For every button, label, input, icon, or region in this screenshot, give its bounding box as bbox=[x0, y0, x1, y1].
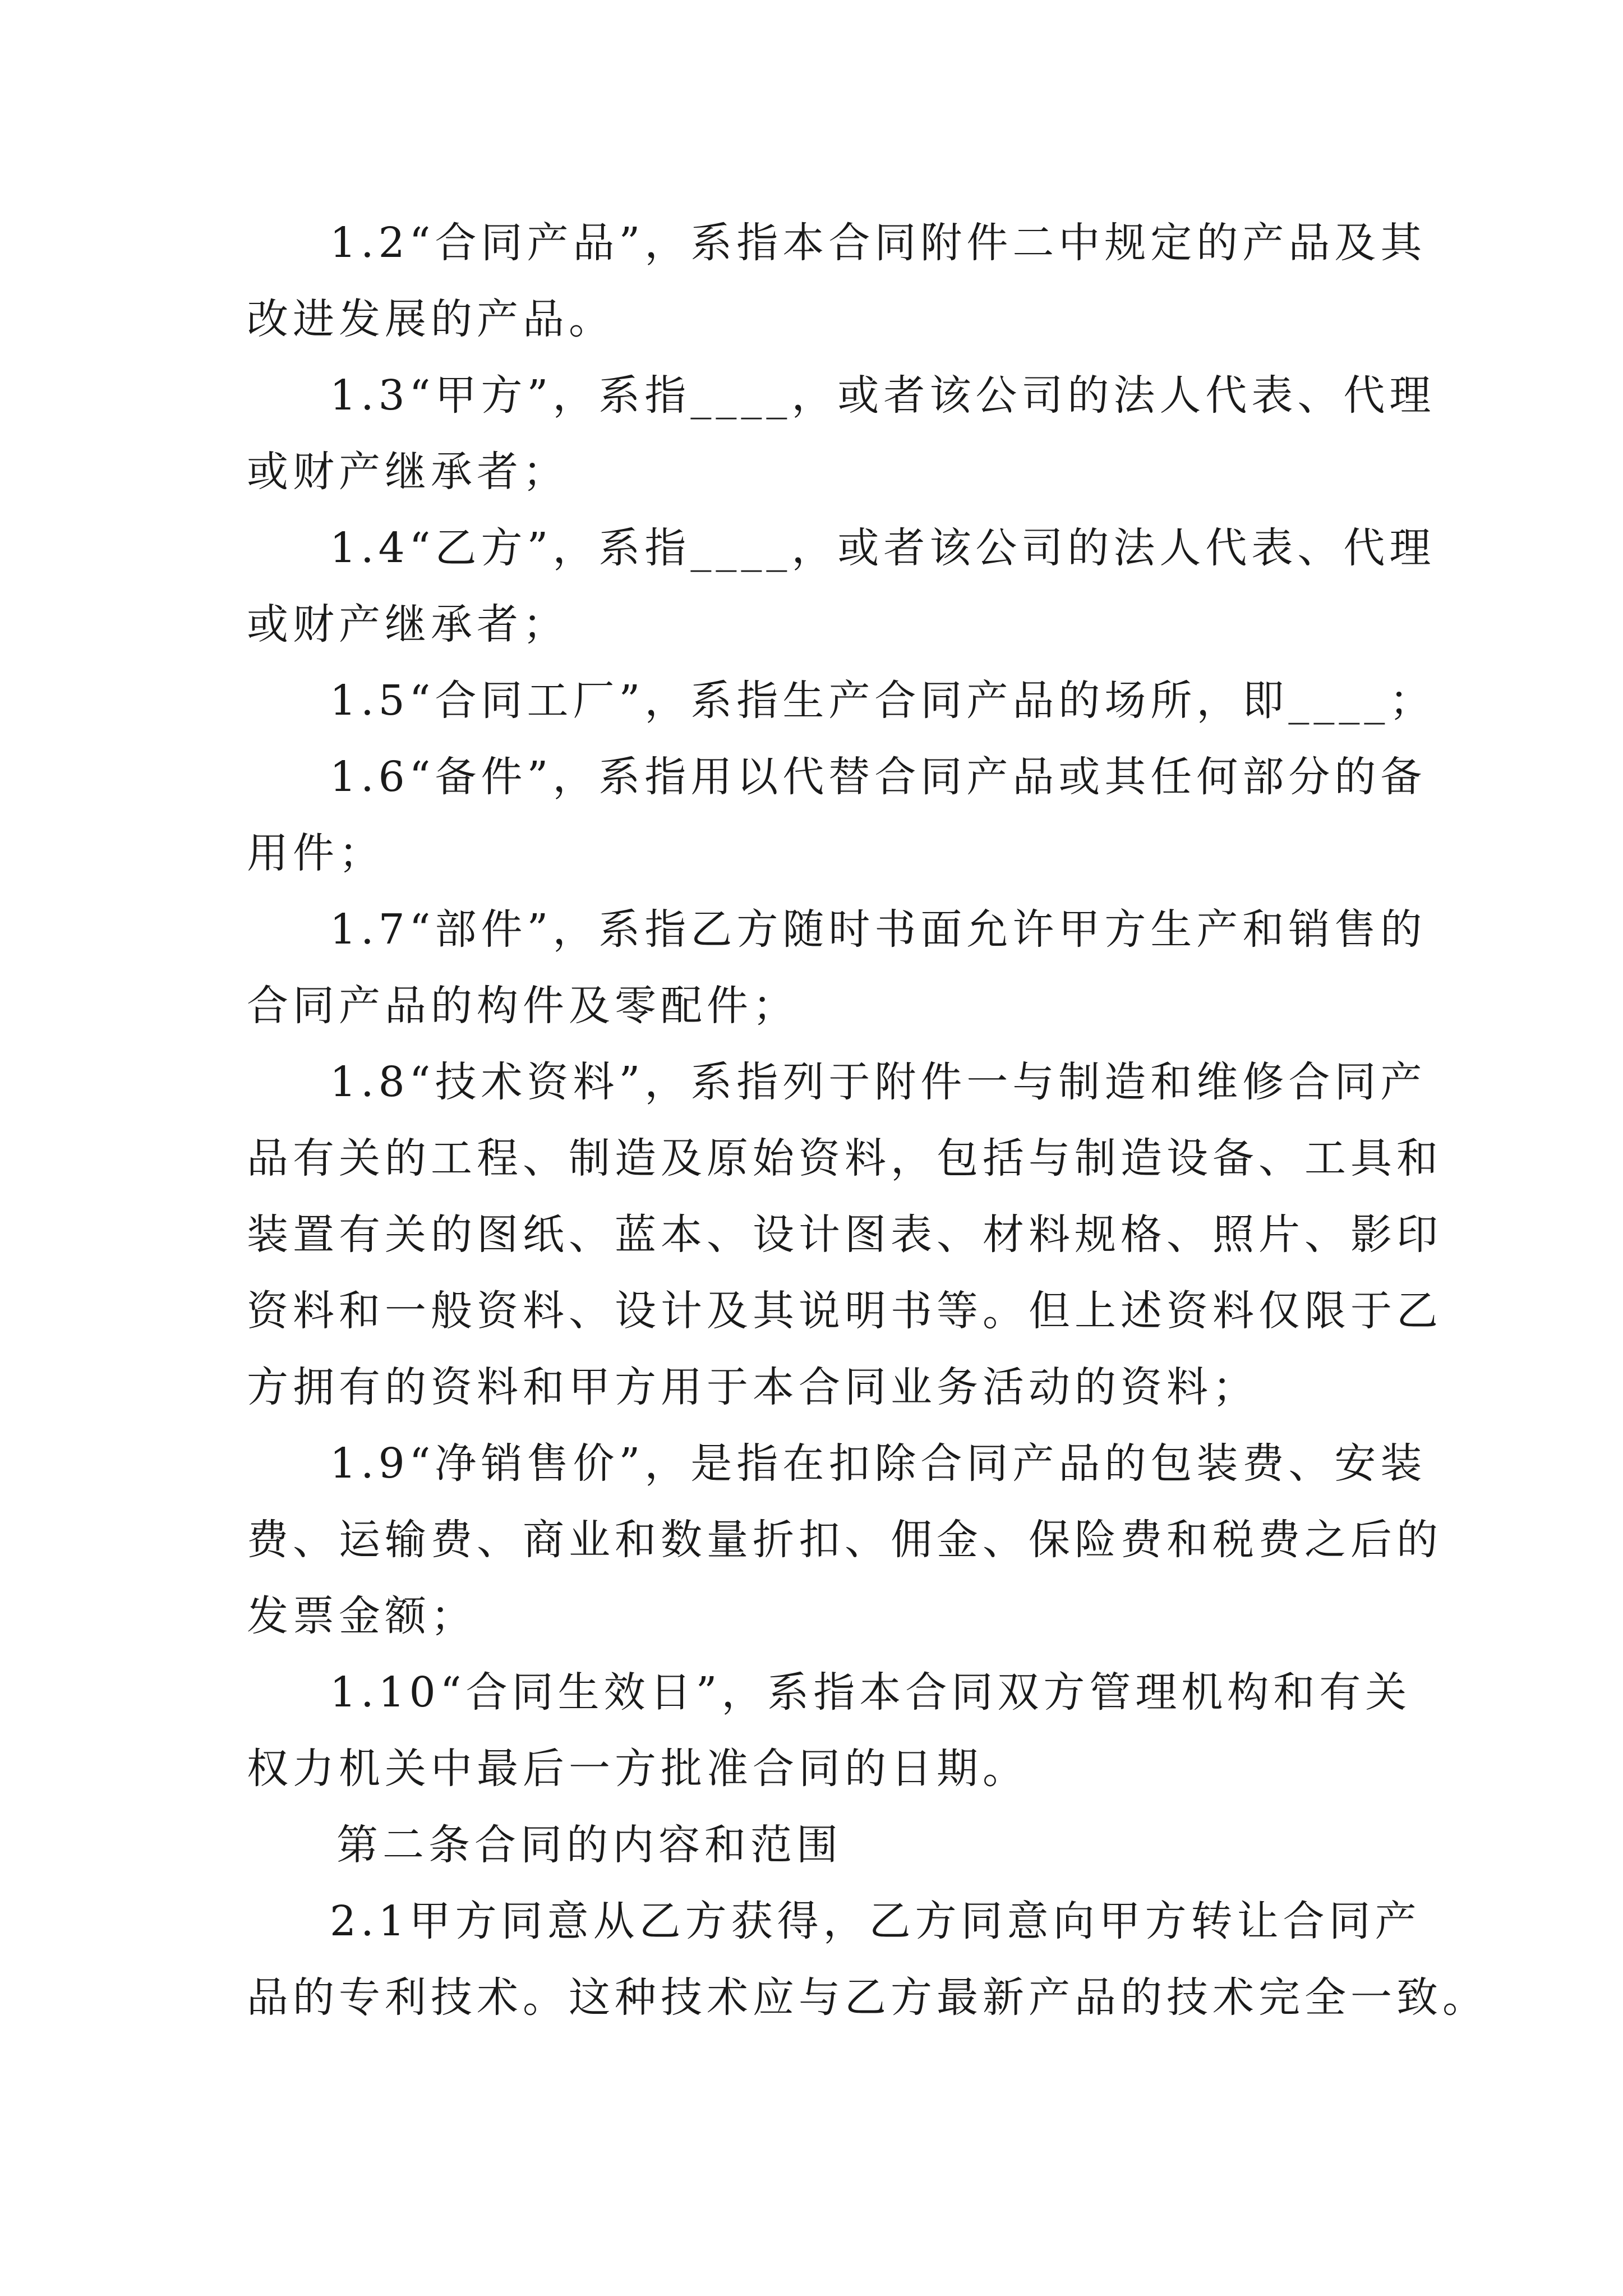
section-2-heading: 第二条合同的内容和范围 bbox=[336, 1821, 842, 1869]
clause-1-3-line-1: 1.3“甲方”，系指____，或者该公司的法人代表、代理 bbox=[330, 371, 1436, 420]
clause-1-10-line-2: 权力机关中最后一方批准合同的日期。 bbox=[247, 1745, 1029, 1793]
clause-1-10-line-1: 1.10“合同生效日”，系指本合同双方管理机构和有关 bbox=[330, 1668, 1412, 1717]
clause-2-1-line-1: 2.1甲方同意从乙方获得，乙方同意向甲方转让合同产 bbox=[330, 1897, 1421, 1945]
clause-1-9-line-3: 发票金额； bbox=[247, 1592, 477, 1640]
clause-1-8-line-5: 方拥有的资料和甲方用于本合同业务活动的资料； bbox=[247, 1363, 1258, 1411]
clause-1-9-line-2: 费、运输费、商业和数量折扣、佣金、保险费和税费之后的 bbox=[247, 1516, 1442, 1564]
clause-1-3-line-2: 或财产继承者； bbox=[247, 448, 569, 496]
clause-2-1-line-2: 品的专利技术。这种技术应与乙方最新产品的技术完全一致。 bbox=[247, 1973, 1488, 2022]
clause-1-2-line-1: 1.2“合同产品”，系指本合同附件二中规定的产品及其 bbox=[330, 219, 1427, 267]
clause-1-4-line-1: 1.4“乙方”，系指____，或者该公司的法人代表、代理 bbox=[330, 524, 1436, 572]
clause-1-8-line-1: 1.8“技术资料”，系指列于附件一与制造和维修合同产 bbox=[330, 1058, 1427, 1106]
clause-1-8-line-2: 品有关的工程、制造及原始资料，包括与制造设备、工具和 bbox=[247, 1134, 1442, 1182]
clause-1-9-line-1: 1.9“净销售价”，是指在扣除合同产品的包装费、安装 bbox=[330, 1439, 1427, 1488]
clause-1-6-line-1: 1.6“备件”，系指用以代替合同产品或其任何部分的备 bbox=[330, 753, 1427, 801]
clause-1-8-line-4: 资料和一般资料、设计及其说明书等。但上述资料仅限于乙 bbox=[247, 1287, 1442, 1335]
clause-1-7-line-1: 1.7“部件”，系指乙方随时书面允许甲方生产和销售的 bbox=[330, 905, 1427, 954]
clause-1-8-line-3: 装置有关的图纸、蓝本、设计图表、材料规格、照片、影印 bbox=[247, 1211, 1442, 1259]
clause-1-6-line-2: 用件； bbox=[247, 829, 385, 877]
clause-1-2-line-2: 改进发展的产品。 bbox=[247, 295, 615, 343]
clause-1-7-line-2: 合同产品的构件及零配件； bbox=[247, 982, 799, 1030]
clause-1-4-line-2: 或财产继承者； bbox=[247, 600, 569, 648]
clause-1-5-line-1: 1.5“合同工厂”，系指生产合同产品的场所，即____； bbox=[330, 677, 1436, 725]
